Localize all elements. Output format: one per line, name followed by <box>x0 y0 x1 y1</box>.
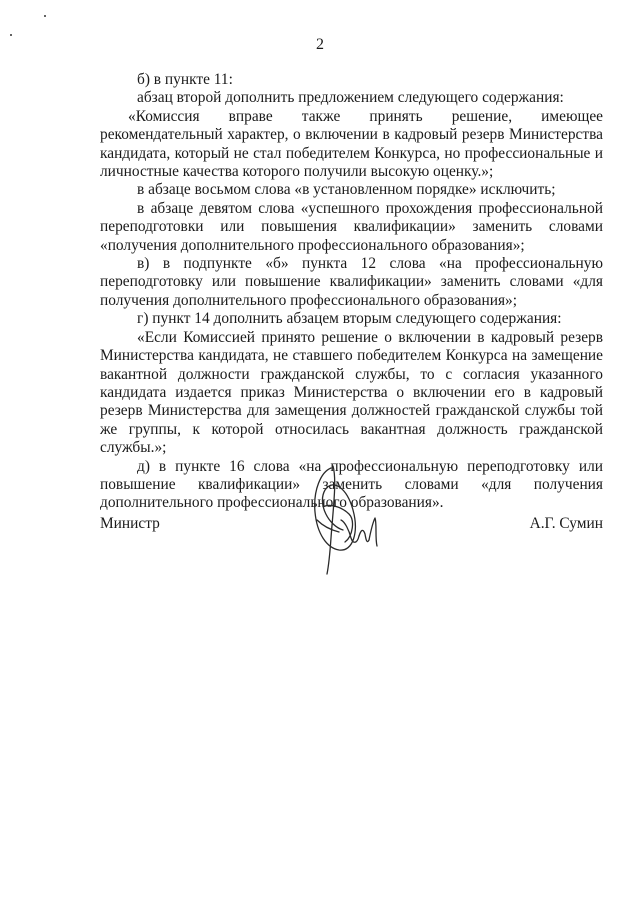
signatory-role: Министр <box>100 515 160 532</box>
handwritten-signature <box>303 460 383 580</box>
page-number: 2 <box>316 36 324 53</box>
paragraph: д) в пункте 16 слова «на профессиональную переподготовку или повышение квалификации» заменить словами «для получения дополнительного профессионального образования». <box>100 457 603 512</box>
paragraph: в абзаце восьмом слова «в установленном порядке» исключить; <box>137 181 556 199</box>
scan-speck <box>44 15 46 17</box>
document-body <box>100 71 603 513</box>
signatory-name: А.Г. Сумин <box>529 515 603 532</box>
paragraph: «Если Комиссией принято решение о включении в кадровый резерв Министерства кандидата, не ставшего победителем Конкурса на замещение вакантной должности гражданской службы, то с согласия указанного кандидата издается приказ Министерства о включении его в кадровый резерв Министерства для замещения должностей гражданской службы той же группы, к которой относилась вакантная должность гражданской службы.»; <box>100 328 603 457</box>
paragraph: абзац второй дополнить предложением следующего содержания: <box>137 89 564 107</box>
paragraph: «Комиссия вправе также принять решение, имеющее рекомендательный характер, о включении в кадровый резерв Министерства кандидата, который не стал победителем Конкурса, но профессиональные и личностные качества которого получили высокую оценку.»; <box>100 107 603 181</box>
paragraph: г) пункт 14 дополнить абзацем вторым следующего содержания: <box>137 310 562 328</box>
paragraph: в) в подпункте «б» пункта 12 слова «на профессиональную переподготовку или повышение квалификации» заменить словами «для получения дополнительного профессионального образования»; <box>100 255 603 309</box>
paragraph: в абзаце девятом слова «успешного прохождения профессиональной переподготовки или повышения квалификации» заменить словами «получения дополнительного профессионального образования»; <box>100 199 603 254</box>
paragraph: б) в пункте 11: <box>137 71 233 88</box>
